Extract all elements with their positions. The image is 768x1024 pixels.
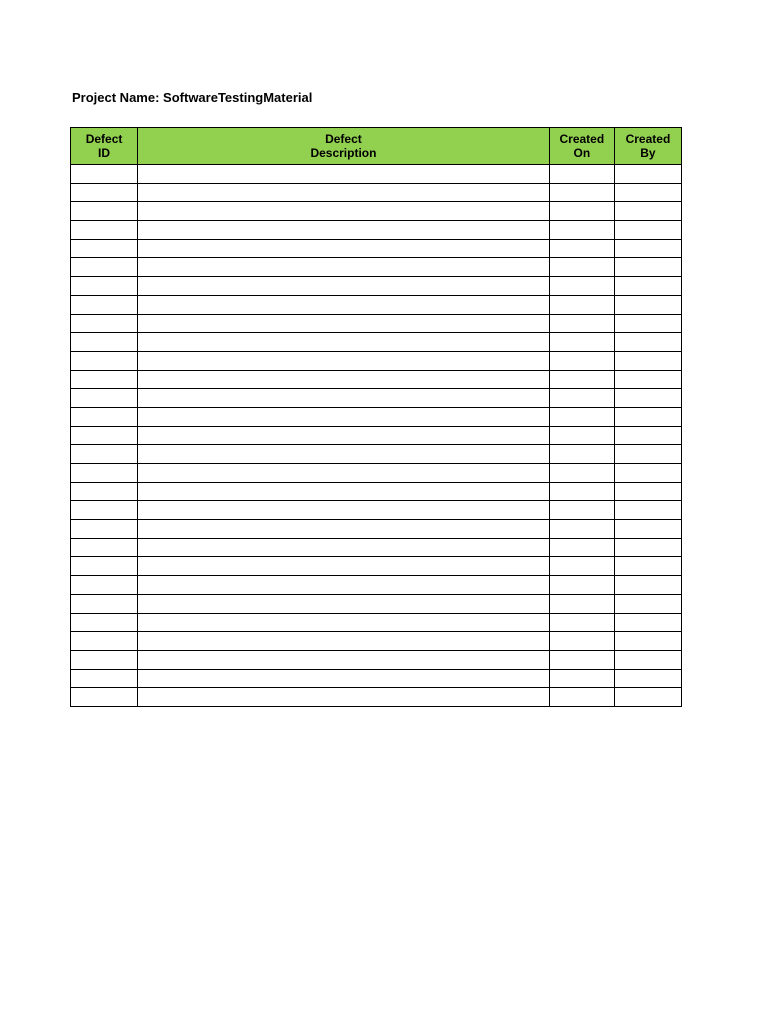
cell-created-by[interactable] <box>614 426 681 445</box>
cell-defect-id[interactable] <box>71 594 138 613</box>
cell-created-on[interactable] <box>549 501 614 520</box>
cell-defect-id[interactable] <box>71 501 138 520</box>
cell-defect-id[interactable] <box>71 333 138 352</box>
project-name: SoftwareTestingMaterial <box>163 90 313 105</box>
cell-defect-description[interactable] <box>138 333 550 352</box>
cell-created-on[interactable] <box>549 351 614 370</box>
cell-created-on[interactable] <box>549 576 614 595</box>
cell-defect-id[interactable] <box>71 688 138 707</box>
table-row <box>71 557 682 576</box>
cell-created-on[interactable] <box>549 295 614 314</box>
table-body <box>71 165 682 707</box>
table-row <box>71 688 682 707</box>
table-row <box>71 613 682 632</box>
cell-created-by[interactable] <box>614 351 681 370</box>
cell-created-by[interactable] <box>614 557 681 576</box>
cell-created-on[interactable] <box>549 520 614 539</box>
cell-created-by[interactable] <box>614 594 681 613</box>
table-row <box>71 594 682 613</box>
cell-created-on[interactable] <box>549 688 614 707</box>
table-row <box>71 314 682 333</box>
project-title <box>72 90 312 105</box>
cell-created-on[interactable] <box>549 426 614 445</box>
cell-defect-description[interactable] <box>138 314 550 333</box>
cell-created-by[interactable] <box>614 165 681 184</box>
cell-defect-id[interactable] <box>71 520 138 539</box>
cell-created-by[interactable] <box>614 464 681 483</box>
table-row <box>71 202 682 221</box>
table-row <box>71 370 682 389</box>
cell-defect-id[interactable] <box>71 650 138 669</box>
cell-created-on[interactable] <box>549 239 614 258</box>
table-row <box>71 632 682 651</box>
cell-defect-description[interactable] <box>138 221 550 240</box>
cell-defect-id[interactable] <box>71 202 138 221</box>
cell-defect-id[interactable] <box>71 407 138 426</box>
cell-created-by[interactable] <box>614 202 681 221</box>
table-header-row <box>71 128 682 165</box>
cell-created-on[interactable] <box>549 221 614 240</box>
cell-created-on[interactable] <box>549 464 614 483</box>
cell-created-on[interactable] <box>549 258 614 277</box>
cell-created-on[interactable] <box>549 594 614 613</box>
cell-defect-id[interactable] <box>71 557 138 576</box>
cell-defect-id[interactable] <box>71 576 138 595</box>
table-row <box>71 464 682 483</box>
cell-created-by[interactable] <box>614 389 681 408</box>
cell-defect-description[interactable] <box>138 613 550 632</box>
cell-created-by[interactable] <box>614 370 681 389</box>
cell-defect-id[interactable] <box>71 351 138 370</box>
table-row <box>71 669 682 688</box>
column-header-defect-description: Defect Description <box>138 128 550 165</box>
cell-created-by[interactable] <box>614 445 681 464</box>
table-row <box>71 333 682 352</box>
table-row <box>71 221 682 240</box>
cell-created-on[interactable] <box>549 370 614 389</box>
table-row <box>71 650 682 669</box>
cell-created-on[interactable] <box>549 445 614 464</box>
cell-created-on[interactable] <box>549 333 614 352</box>
cell-defect-id[interactable] <box>71 426 138 445</box>
cell-defect-id[interactable] <box>71 445 138 464</box>
cell-defect-id[interactable] <box>71 464 138 483</box>
table-row <box>71 389 682 408</box>
cell-defect-description[interactable] <box>138 650 550 669</box>
cell-created-by[interactable] <box>614 333 681 352</box>
table-row <box>71 407 682 426</box>
cell-defect-id[interactable] <box>71 538 138 557</box>
cell-created-by[interactable] <box>614 576 681 595</box>
cell-defect-description[interactable] <box>138 351 550 370</box>
table-row <box>71 501 682 520</box>
cell-defect-description[interactable] <box>138 277 550 296</box>
table-row <box>71 538 682 557</box>
cell-created-by[interactable] <box>614 520 681 539</box>
table-row <box>71 239 682 258</box>
column-header-created-by: Created By <box>614 128 681 165</box>
cell-defect-id[interactable] <box>71 482 138 501</box>
cell-created-by[interactable] <box>614 669 681 688</box>
cell-created-on[interactable] <box>549 314 614 333</box>
cell-created-on[interactable] <box>549 407 614 426</box>
cell-created-by[interactable] <box>614 650 681 669</box>
cell-defect-description[interactable] <box>138 389 550 408</box>
cell-defect-id[interactable] <box>71 669 138 688</box>
cell-defect-description[interactable] <box>138 407 550 426</box>
cell-created-by[interactable] <box>614 221 681 240</box>
cell-defect-description[interactable] <box>138 258 550 277</box>
table-row <box>71 482 682 501</box>
cell-defect-description[interactable] <box>138 183 550 202</box>
cell-created-by[interactable] <box>614 183 681 202</box>
cell-created-on[interactable] <box>549 482 614 501</box>
defect-table <box>70 127 682 707</box>
table-row <box>71 277 682 296</box>
cell-created-by[interactable] <box>614 613 681 632</box>
table-row <box>71 576 682 595</box>
cell-defect-description[interactable] <box>138 426 550 445</box>
cell-created-by[interactable] <box>614 482 681 501</box>
cell-defect-description[interactable] <box>138 165 550 184</box>
cell-created-by[interactable] <box>614 295 681 314</box>
cell-defect-id[interactable] <box>71 221 138 240</box>
cell-created-by[interactable] <box>614 538 681 557</box>
cell-defect-id[interactable] <box>71 295 138 314</box>
cell-defect-description[interactable] <box>138 464 550 483</box>
cell-created-on[interactable] <box>549 650 614 669</box>
cell-defect-id[interactable] <box>71 258 138 277</box>
cell-defect-id[interactable] <box>71 239 138 258</box>
cell-created-on[interactable] <box>549 557 614 576</box>
cell-defect-description[interactable] <box>138 576 550 595</box>
cell-defect-description[interactable] <box>138 295 550 314</box>
column-header-defect-id: Defect ID <box>71 128 138 165</box>
table-row <box>71 183 682 202</box>
cell-created-by[interactable] <box>614 632 681 651</box>
project-label: Project Name: <box>72 90 160 105</box>
cell-defect-description[interactable] <box>138 501 550 520</box>
cell-defect-description[interactable] <box>138 239 550 258</box>
cell-defect-description[interactable] <box>138 632 550 651</box>
table-row <box>71 445 682 464</box>
cell-defect-id[interactable] <box>71 389 138 408</box>
cell-created-on[interactable] <box>549 389 614 408</box>
cell-defect-description[interactable] <box>138 557 550 576</box>
cell-defect-id[interactable] <box>71 613 138 632</box>
table-row <box>71 295 682 314</box>
cell-created-on[interactable] <box>549 202 614 221</box>
cell-created-on[interactable] <box>549 277 614 296</box>
column-header-created-on: Created On <box>549 128 614 165</box>
cell-defect-description[interactable] <box>138 594 550 613</box>
cell-created-by[interactable] <box>614 314 681 333</box>
cell-created-on[interactable] <box>549 613 614 632</box>
cell-created-on[interactable] <box>549 538 614 557</box>
cell-defect-description[interactable] <box>138 445 550 464</box>
cell-defect-description[interactable] <box>138 370 550 389</box>
cell-created-by[interactable] <box>614 688 681 707</box>
table-row <box>71 258 682 277</box>
cell-defect-description[interactable] <box>138 202 550 221</box>
cell-defect-id[interactable] <box>71 632 138 651</box>
table-row <box>71 426 682 445</box>
cell-created-by[interactable] <box>614 501 681 520</box>
cell-defect-description[interactable] <box>138 669 550 688</box>
cell-created-by[interactable] <box>614 277 681 296</box>
cell-created-by[interactable] <box>614 239 681 258</box>
cell-defect-id[interactable] <box>71 165 138 184</box>
cell-defect-id[interactable] <box>71 314 138 333</box>
cell-defect-id[interactable] <box>71 183 138 202</box>
cell-defect-description[interactable] <box>138 538 550 557</box>
cell-created-by[interactable] <box>614 258 681 277</box>
cell-created-by[interactable] <box>614 407 681 426</box>
cell-created-on[interactable] <box>549 669 614 688</box>
cell-defect-id[interactable] <box>71 277 138 296</box>
table-row <box>71 351 682 370</box>
cell-created-on[interactable] <box>549 183 614 202</box>
table-row <box>71 520 682 539</box>
cell-created-on[interactable] <box>549 632 614 651</box>
cell-defect-description[interactable] <box>138 520 550 539</box>
cell-defect-description[interactable] <box>138 688 550 707</box>
cell-created-on[interactable] <box>549 165 614 184</box>
table-row <box>71 165 682 184</box>
cell-defect-description[interactable] <box>138 482 550 501</box>
cell-defect-id[interactable] <box>71 370 138 389</box>
